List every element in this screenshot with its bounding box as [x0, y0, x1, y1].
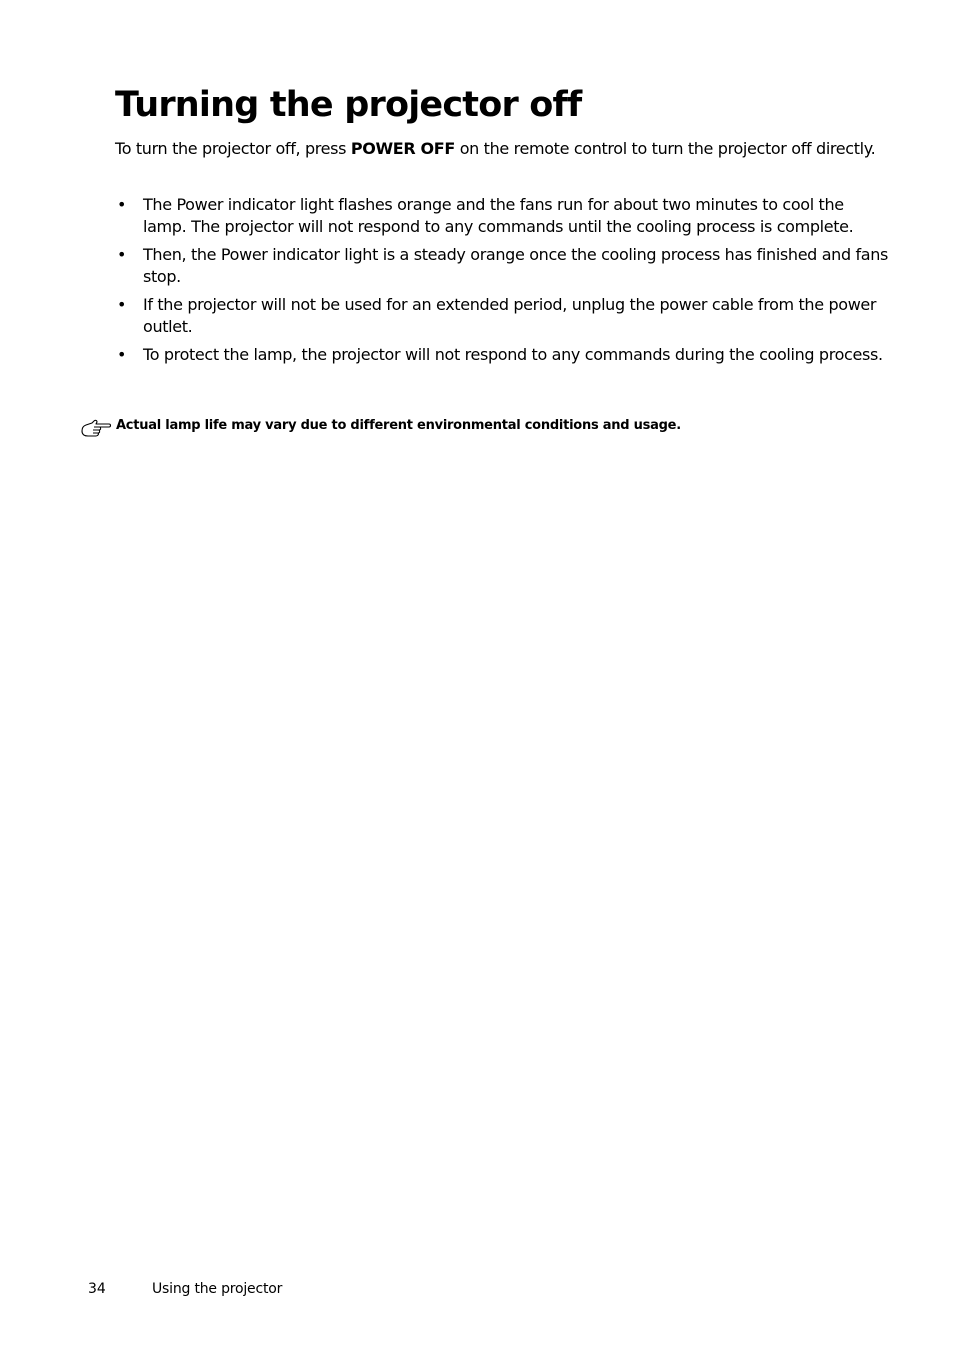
intro-text-before: To turn the projector off, press: [115, 139, 351, 158]
footer-section-title: Using the projector: [152, 1281, 283, 1297]
bullet-marker: •: [117, 294, 127, 314]
bullet-marker: •: [117, 244, 127, 264]
bullet-marker: •: [117, 195, 127, 214]
list-item: [115, 244, 890, 288]
intro-paragraph: [115, 138, 890, 161]
note: [80, 416, 900, 438]
list-item: [115, 294, 890, 338]
bullet-marker: •: [117, 344, 127, 364]
power-off-key: POWER OFF: [350, 139, 455, 158]
intro-text-after: on the remote control to turn the projector off directly.: [454, 139, 876, 158]
list-item-text: The Power indicator light flashes orange and the fans run for about two minutes to cool the lamp. The projector will not respond to any commands until the cooling process is complete.: [143, 195, 854, 237]
bullet-list: [115, 194, 890, 371]
page-title: Turning the projector off: [115, 85, 582, 125]
list-item-text: Then, the Power indicator light is a steady orange once the cooling process has finished and fans stop.: [143, 244, 889, 287]
list-item: [115, 194, 890, 238]
list-item: [115, 344, 890, 366]
list-item-text: To protect the lamp, the projector will not respond to any commands during the cooling process.: [143, 344, 883, 364]
pointing-hand-icon: [80, 418, 114, 438]
list-item-text: If the projector will not be used for an extended period, unplug the power cable from the power outlet.: [143, 294, 877, 337]
page-number: 34: [88, 1281, 106, 1297]
note-text: Actual lamp life may vary due to different environmental conditions and usage.: [116, 418, 681, 433]
